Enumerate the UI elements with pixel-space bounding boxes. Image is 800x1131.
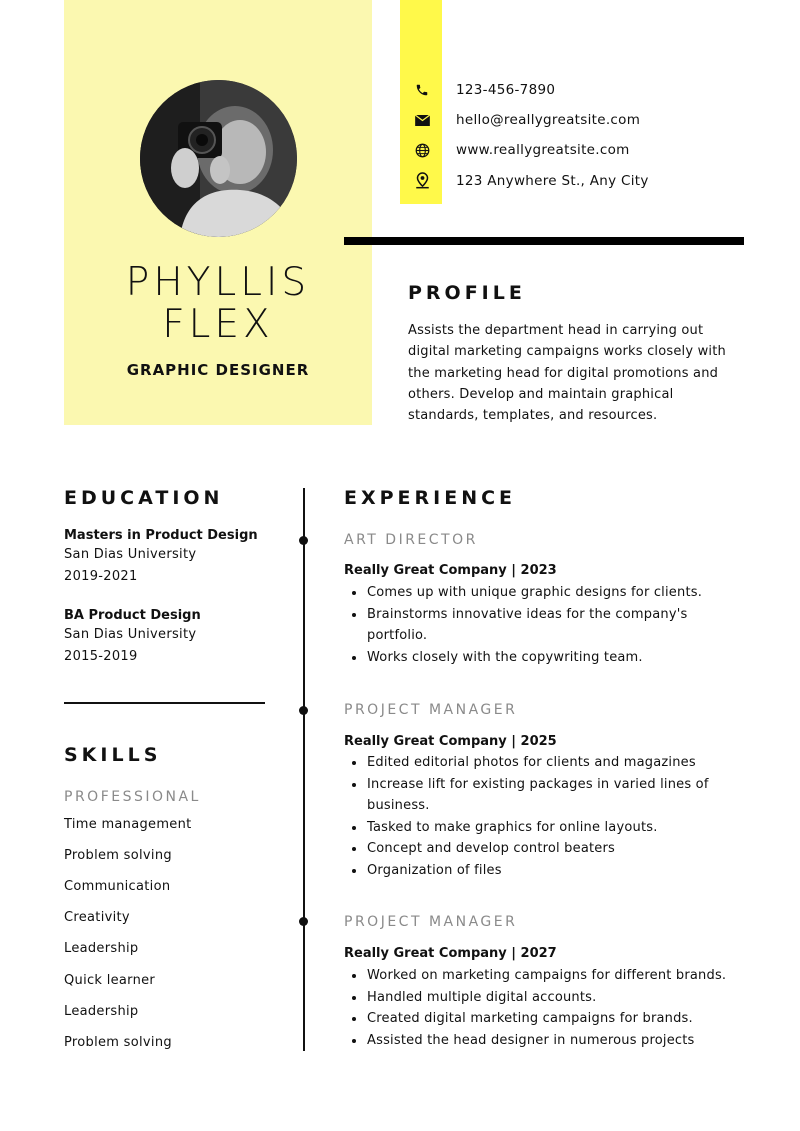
name-last: FLEX [162, 302, 274, 347]
skill-item: Leadership [64, 1004, 139, 1019]
contact-email[interactable]: hello@reallygreatsite.com [456, 112, 641, 128]
timeline-dot [299, 706, 308, 715]
skill-item: Problem solving [64, 848, 172, 863]
job-bullets [344, 752, 734, 881]
experience-timeline [303, 488, 305, 1051]
job-bullet: Worked on marketing campaigns for different brands. [344, 965, 734, 987]
education-divider [64, 702, 265, 704]
job-bullet: Organization of files [344, 860, 734, 882]
phone-icon [410, 79, 434, 101]
skill-item: Quick learner [64, 973, 156, 988]
education-degree: Masters in Product Design [64, 528, 258, 543]
job-bullet: Comes up with unique graphic designs for clients. [344, 582, 734, 604]
job-bullet: Concept and develop control beaters [344, 838, 734, 860]
job-role: PROJECT MANAGER [344, 914, 518, 930]
job-bullet: Handled multiple digital accounts. [344, 987, 734, 1009]
timeline-dot [299, 917, 308, 926]
name-first: PHYLLIS [125, 260, 311, 305]
profile-heading: PROFILE [408, 282, 526, 304]
job-company: Really Great Company | 2023 [344, 563, 557, 578]
job-company: Really Great Company | 2025 [344, 734, 557, 749]
contact-phone[interactable]: 123-456-7890 [456, 82, 556, 98]
experience-heading: EXPERIENCE [344, 487, 517, 509]
job-role: PROJECT MANAGER [344, 702, 518, 718]
header-divider-bar [344, 237, 744, 245]
education-school: San Dias University [64, 547, 197, 562]
job-bullet: Tasked to make graphics for online layouts. [344, 817, 734, 839]
job-bullet: Edited editorial photos for clients and magazines [344, 752, 734, 774]
contact-address: 123 Anywhere St., Any City [456, 173, 649, 189]
job-bullet: Brainstorms innovative ideas for the company's portfolio. [344, 604, 734, 647]
education-years: 2019-2021 [64, 569, 138, 584]
job-bullet: Works closely with the copywriting team. [344, 647, 734, 669]
education-school: San Dias University [64, 627, 197, 642]
job-bullet: Created digital marketing campaigns for brands. [344, 1008, 734, 1030]
globe-icon [410, 139, 434, 161]
job-company: Really Great Company | 2027 [344, 946, 557, 961]
skill-item: Creativity [64, 910, 130, 925]
job-bullet: Increase lift for existing packages in varied lines of business. [344, 774, 734, 817]
contact-website[interactable]: www.reallygreatsite.com [456, 142, 630, 158]
job-title: GRAPHIC DESIGNER [126, 361, 310, 379]
timeline-dot [299, 536, 308, 545]
education-degree: BA Product Design [64, 608, 201, 623]
envelope-icon [410, 109, 434, 131]
skill-item: Problem solving [64, 1035, 172, 1050]
job-bullets [344, 965, 734, 1051]
skill-item: Time management [64, 817, 192, 832]
skills-heading: SKILLS [64, 744, 162, 766]
job-bullets [344, 582, 734, 668]
profile-text: Assists the department head in carrying out digital marketing campaigns works closely with the marketing head for digital promotions and others. Develop and maintain graphical standards, templates, and resources. [408, 323, 726, 424]
location-pin-icon [410, 169, 434, 191]
skills-subheading: PROFESSIONAL [64, 789, 201, 805]
education-heading: EDUCATION [64, 487, 224, 509]
education-years: 2015-2019 [64, 649, 138, 664]
job-bullet: Assisted the head designer in numerous projects [344, 1030, 734, 1052]
skill-item: Communication [64, 879, 171, 894]
skill-item: Leadership [64, 941, 139, 956]
profile-photo [140, 80, 297, 237]
job-role: ART DIRECTOR [344, 532, 478, 548]
